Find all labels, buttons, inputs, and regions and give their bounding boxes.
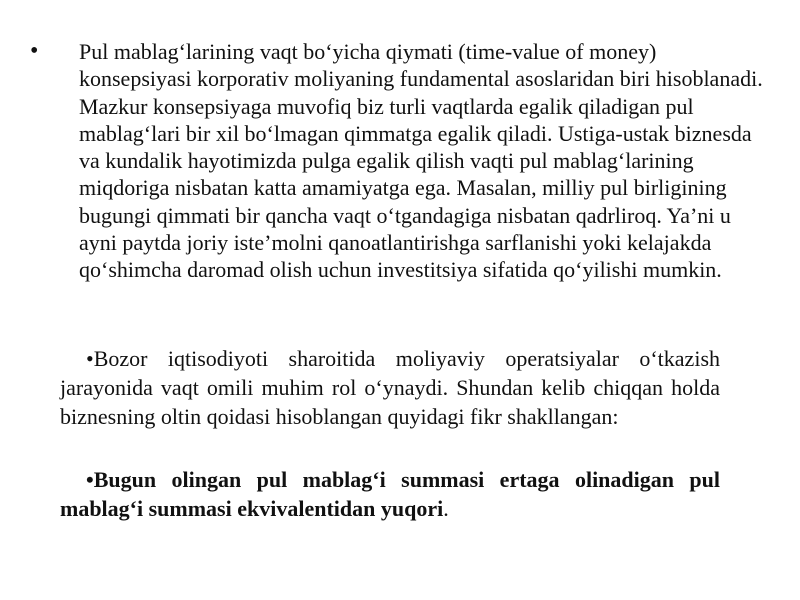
bullet-text: Bozor iqtisodiyoti sharoitida moliyaviy operatsiyalar o‘tkazish jarayonida vaqt omili muhim rol o‘ynaydi. Shundan kelib chiqqan holda biznesning oltin qoidasi hisoblangan quyidagi fikr shakllangan: [60, 346, 720, 429]
bullet-text: Pul mablag‘larining vaqt bo‘yicha qiymati (time-value of money) konsepsiyasi korporativ moliyaning fundamental asoslaridan biri hisoblanadi. Mazkur konsepsiyaga muvofiq biz turli vaqtlarda egalik qiladigan pul mablag‘lari bir xil bo‘lmagan qimmatga egalik qiladi. Ustiga-ustak biznesda va kundalik hayotimizda pulga egalik qilish vaqti pul mablag‘larining miqdoriga nisbatan katta amamiyatga ega. Masalan, milliy pul birligining bugungi qimmati bir qancha vaqt o‘tgandagiga nisbatan qadrliroq. Ya’ni u ayni paytda joriy iste’molni qanoatlantirishga sarflanishi yoki kelajakda qo‘shimcha daromad olish uchun investitsiya sifatida qo‘yilishi mumkin. [79, 39, 763, 283]
bullet-item-time-value [30, 38, 770, 284]
bullet-marker: • [86, 346, 94, 371]
bullet-marker: • [30, 38, 39, 64]
bullet-marker: • [86, 467, 94, 492]
bullet-item-golden-rule [60, 465, 720, 523]
bullet-item-time-factor [60, 344, 720, 431]
golden-rule-period: . [443, 496, 449, 521]
golden-rule-text: Bugun olingan pul mablag‘i summasi ertaga olinadigan pul mablag‘i summasi ekvivalentidan yuqori [60, 467, 720, 521]
